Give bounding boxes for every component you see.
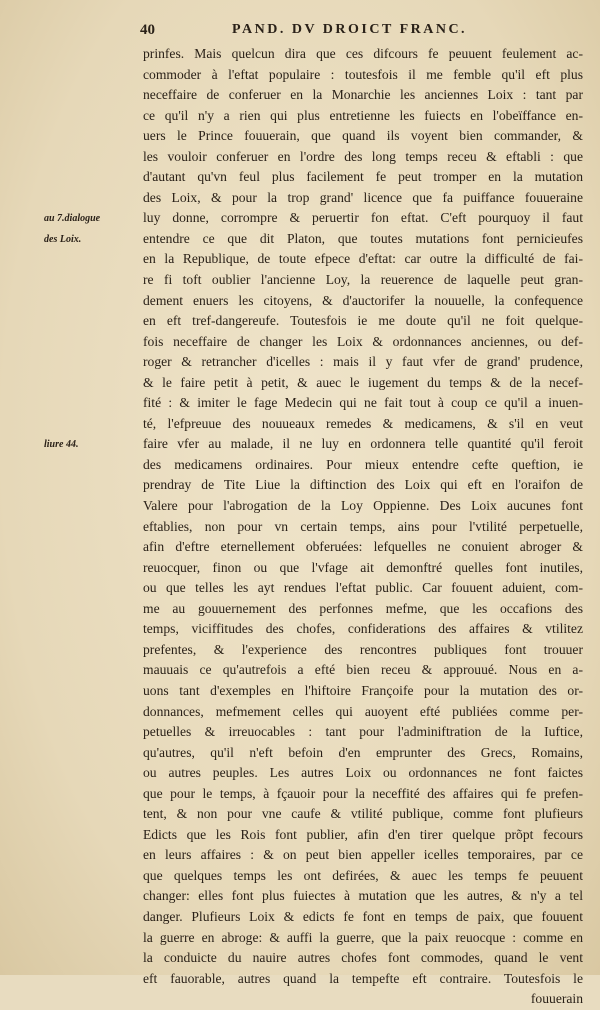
- page-header: [0, 18, 600, 42]
- text-line: danger. Plufieurs Loix & edicts fe font en temps de paix, que fouuent: [143, 908, 583, 924]
- text-line: eft fauorable, autres quand la tempefte eft contraire. Toutesfois le: [143, 970, 583, 986]
- text-line: la guerre en abroge: & auffi la guerre, que la paix reuocque : comme en: [143, 929, 583, 945]
- text-line: la conduicte du nauire autres chofes font commodes, quand le vent: [143, 950, 583, 966]
- text-line: que quelques temps les ont defirées, & auec les temps fe peuuent: [143, 867, 583, 883]
- body-text: [143, 44, 583, 1010]
- page-number: 40: [140, 22, 155, 38]
- text-line: Edicts que les Rois font publier, afin d'en tirer quelque prõpt fecours: [143, 826, 583, 842]
- text-line: prendray de Tite Liue la diftinction des Loix qui eft en l'oraifon de: [143, 477, 583, 493]
- text-line: temps, viciffitudes des chofes, confiderations des affaires & vtilitez: [143, 621, 583, 637]
- text-line: donnances, mefmement celles qui auoyent efté publiées comme per-: [143, 703, 583, 719]
- running-title: PAND. DV DROICT FRANC.: [232, 22, 468, 37]
- text-line: mauuais ce qu'autrefois a efté bien receu & approuué. Nous en a-: [143, 662, 583, 678]
- text-line: qu'autres, qu'il n'eft befoin d'en emprunter des Grecs, Romains,: [143, 744, 583, 760]
- text-line: eftablies, non pour vn certain temps, ains pour l'vtilité perpetuelle,: [143, 518, 583, 534]
- text-line: ce qu'il n'y a rien qui plus entretienne les fuiects en l'obeïffance en-: [143, 107, 583, 123]
- text-line: petuelles & irreuocables : tant pour l'adminiftration de la Iuftice,: [143, 724, 583, 740]
- text-line: dement enuers les citoyens, & d'auctorifer la nouuelle, la confequence: [143, 292, 583, 308]
- text-line: uers le Prince fouuerain, que quand ils voyent bien commander, &: [143, 128, 583, 144]
- text-line: uons tant d'exemples en l'hiftoire Françoife pour la mutation des or-: [143, 682, 583, 698]
- text-line: reuocquer, finon ou que l'vfage ait demonftré quelles font inutiles,: [143, 559, 583, 575]
- text-line: que pour le temps, à fçauoir pour la neceffité des affaires qui fe prefen-: [143, 785, 583, 801]
- text-line: en leurs affaires : & on peut bien appeller icelles temporaires, par ce: [143, 847, 583, 863]
- text-line: fouuerain: [530, 991, 583, 1007]
- text-line: commoder à l'eftat populaire : toutesfois il me femble qu'il eft plus: [143, 66, 583, 82]
- text-line: d'autant qu'vn feul plus facilement fe peut tromper en la mutation: [143, 169, 583, 185]
- text-line: faire vfer au malade, il ne luy en ordonnera telle quantité qu'il feroit: [143, 436, 583, 452]
- text-line: neceffaire de conferuer en la Monarchie les anciennes Loix : tant par: [143, 87, 583, 103]
- text-line: ou que telles les ayt rendues l'eftat public. Car fouuent aduient, com-: [143, 580, 583, 596]
- text-line: fité : & imiter le fage Medecin qui ne fait tout à coup ce qu'il a inuen-: [143, 395, 583, 411]
- text-line: té, l'efpreuue des nouueaux remedes & medicamens, & s'il en veut: [143, 415, 583, 431]
- text-line: en eft tref-dangereufe. Toutesfois ie me doute qu'il ne foit quelque-: [143, 313, 583, 329]
- margin-note: au 7.dialogue: [44, 213, 101, 225]
- text-line: re fi toft oublier l'ancienne Loy, la reuerence de laquelle peut gran-: [143, 272, 583, 288]
- text-line: prefentes, & l'experience des rencontres publiques font trouuer: [143, 641, 583, 657]
- margin-note: liure 44.: [44, 439, 79, 451]
- text-line: fois neceffaire de changer les Loix & ordonnances anciennes, ou def-: [143, 333, 583, 349]
- text-line: roger & retrancher d'icelles : mais il y faut vfer de grand' prudence,: [143, 354, 583, 370]
- text-line: Valere pour l'abrogation de la Loy Oppienne. Des Loix aucunes font: [143, 498, 583, 514]
- text-line: entendre ce que dit Platon, que toutes mutations font pernicieufes: [143, 230, 583, 246]
- text-line: & le faire petit à petit, & auec le iugement du temps & de la necef-: [143, 374, 583, 390]
- text-line: les vouloir conferuer en l'ordre des long temps receu & eftabli : que: [143, 148, 583, 164]
- margin-note: des Loix.: [44, 233, 82, 245]
- text-line: en la Republique, de toute efpece d'eftat: car outre la difficulté de fai-: [143, 251, 583, 267]
- text-line: afin d'eftre eternellement obferuées: lefquelles ne conuient abroger &: [143, 539, 583, 555]
- text-line: me au gouuernement des perfonnes mefme, que les occafions des: [143, 600, 583, 616]
- text-line: prinfes. Mais quelcun dira que ces difcours fe peuuent feulement ac-: [143, 46, 583, 61]
- text-line: des medicamens ordinaires. Pour mieux entendre cefte queftion, ie: [143, 456, 583, 472]
- text-line: luy donne, corrompre & peruertir fon eftat. C'eft pourquoy il faut: [143, 210, 583, 226]
- text-line: des Loix, & pour la trop grand' licence que fa puiffance fouueraine: [143, 189, 583, 205]
- text-line: ou autres peuples. Les autres Loix ou ordonnances ne font faictes: [143, 765, 583, 781]
- text-line: tent, & non pour vne caufe & vtilité publique, comme font plufieurs: [143, 806, 583, 822]
- text-line: changer: elles font plus fuiectes à mutation que les autres, & n'y a tel: [143, 888, 583, 904]
